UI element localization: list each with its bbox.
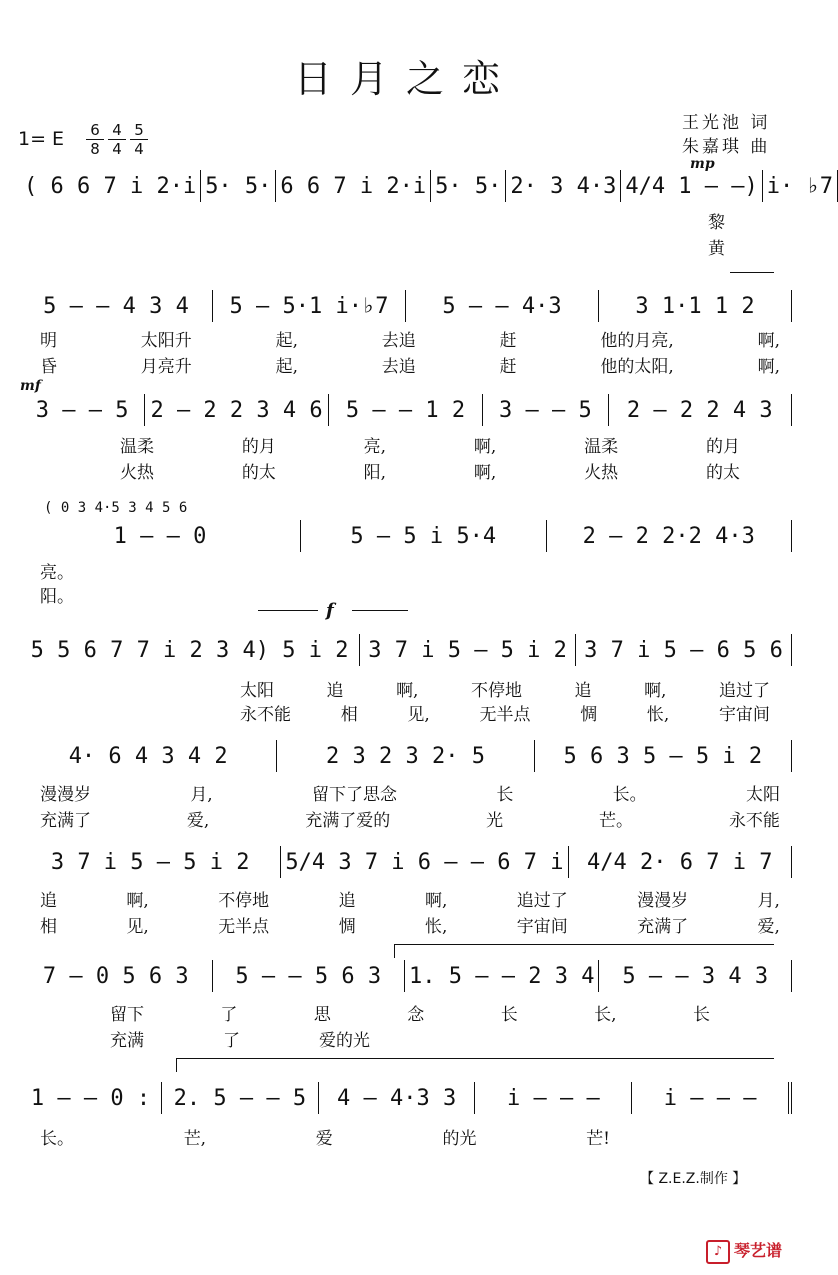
measure: 5 6 3 5 — 5 i 2 — [535, 740, 792, 772]
lyric-v2-row-4: 阳。 — [40, 587, 74, 607]
volta-bracket-1 — [394, 944, 774, 958]
staff-row-4 — [20, 520, 792, 552]
measure: 2 — 2 2·2 4·3 — [547, 520, 793, 552]
lyric-v2-row-3: 火热 的太 阳, 啊, 火热 的太 — [120, 463, 740, 483]
measure: 7 — 0 5 6 3 — [20, 960, 213, 992]
measure: 3 7 i 5 — 6 5 6 — [576, 634, 792, 666]
lyric-v1-row-9: 长。 芒, 爱 的光 芒! — [40, 1129, 610, 1149]
measure: i — — — — [632, 1082, 792, 1114]
decrescendo-line — [352, 610, 408, 611]
measure: 4· 6 4 3 4 2 — [20, 740, 277, 772]
lyric-v1-row-8: 留下 了 思 念 长 长, 长 — [110, 1005, 710, 1025]
maker-credit: 【 Z.E.Z.制作 】 — [640, 1171, 747, 1187]
measure: 5 — — 3 4 3 — [599, 960, 792, 992]
measure: 5 — — 4·3 — [406, 290, 599, 322]
measure: 4/4 2· 6 7 i 7 — [569, 846, 793, 878]
lyric-v1-row-6: 漫漫岁 月, 留下了思念 长 长。 太阳 — [40, 785, 780, 805]
time-signature-1: 6 8 — [86, 122, 104, 157]
measure: 5 — — 5 6 3 — [213, 960, 406, 992]
dynamic-f: f — [326, 600, 334, 621]
key-signature: 1= E — [18, 128, 65, 150]
lyric-v1-row-5: 太阳 追 啊, 不停地 追 啊, 追过了 — [240, 681, 770, 701]
measure: 5 — 5 i 5·4 — [301, 520, 547, 552]
measure: 3 1·1 1 2 — [599, 290, 792, 322]
staff-row-8 — [20, 960, 792, 992]
measure: 3 — — 5 — [483, 394, 608, 426]
dynamic-mf: mf — [20, 378, 41, 394]
staff-row-6 — [20, 740, 792, 772]
measure: 2 — 2 2 4 3 — [609, 394, 792, 426]
lyric-v2-row-7: 相 见, 无半点 惆 怅, 宇宙间 充满了 爱, — [40, 917, 780, 937]
staff-row-9 — [20, 1082, 792, 1114]
lyric-v1-row-3: 温柔 的月 亮, 啊, 温柔 的月 — [120, 437, 740, 457]
measure: 5/4 3 7 i 6 — — 6 7 i — [281, 846, 568, 878]
lyric-v2-row-6: 充满了 爱, 充满了爱的 光 芒。 永不能 — [40, 811, 780, 831]
hairpin-line — [730, 272, 774, 273]
measure: 6 6 7 i 2·i — [276, 170, 431, 202]
measure: 5 5 6 7 7 i 2 3 4) 5 i 2 — [20, 634, 360, 666]
measure: 1. 5 — — 2 3 4 — [405, 960, 599, 992]
measure: 5· 5· — [201, 170, 276, 202]
lyric-v2-row-8: 充满 了 爱的光 — [110, 1031, 370, 1051]
measure: 3 7 i 5 — 5 i 2 — [20, 846, 281, 878]
measure: ( 6 6 7 i 2·i — [20, 170, 201, 202]
staff-row-1 — [20, 170, 834, 202]
measure: 5 — 5·1 i·♭7 — [213, 290, 406, 322]
lyric-v1-row-4: 亮。 — [40, 563, 74, 583]
measure: 3 — — 5 — [20, 394, 145, 426]
dynamic-mp: mp — [690, 156, 715, 172]
measure: 5· 5· — [431, 170, 506, 202]
time-signature-3: 5 4 — [130, 122, 148, 157]
measure: 5 — — 1 2 — [329, 394, 483, 426]
crescendo-line — [258, 610, 318, 611]
measure: 5 — — 4 3 4 — [20, 290, 213, 322]
song-title: 日月之恋 — [293, 57, 518, 101]
staff-row-2 — [20, 290, 792, 322]
measure: 1 — — 0 : — [20, 1082, 162, 1114]
staff-row-7 — [20, 846, 792, 878]
measure: 2 — 2 2 3 4 6 — [145, 394, 328, 426]
measure: i· ♭7 — [763, 170, 838, 202]
staff-row-5 — [20, 634, 792, 666]
measure: 1 — — 0 — [20, 520, 301, 552]
measure: i — — — — [475, 1082, 632, 1114]
qin-logo-icon: ♪ — [706, 1240, 730, 1264]
staff-row-3 — [20, 394, 792, 426]
lyricist-credit: 王光池 词 — [682, 113, 771, 133]
lyric-v2-row-2: 昏 月亮升 起, 去追 赶 他的太阳, 啊, — [40, 357, 780, 377]
lyric-v1-row-1: 黎 — [708, 213, 725, 233]
composer-credit: 朱嘉琪 曲 — [682, 137, 771, 157]
measure: 4 — 4·3 3 — [319, 1082, 476, 1114]
lyric-v2-row-5: 永不能 相 见, 无半点 惆 怅, 宇宙间 — [240, 705, 770, 725]
volta-bracket-2 — [176, 1058, 774, 1072]
instrumental-line: ( 0 3 4·5 3 4 5 6 — [44, 500, 188, 516]
lyric-v1-row-2: 明 太阳升 起, 去追 赶 他的月亮, 啊, — [40, 331, 780, 351]
measure: 2 3 2 3 2· 5 — [277, 740, 534, 772]
lyric-v2-row-1: 黄 — [708, 239, 725, 259]
lyric-v1-row-7: 追 啊, 不停地 追 啊, 追过了 漫漫岁 月, — [40, 891, 780, 911]
site-logo: ♪ 琴艺谱 — [706, 1238, 782, 1264]
measure: 4/4 1 — —) — [621, 170, 762, 202]
time-signature-2: 4 4 — [108, 122, 126, 157]
measure: 3 7 i 5 — 5 i 2 — [360, 634, 576, 666]
measure: 2· 3 4·3 — [506, 170, 621, 202]
measure: 2. 5 — — 5 — [162, 1082, 319, 1114]
